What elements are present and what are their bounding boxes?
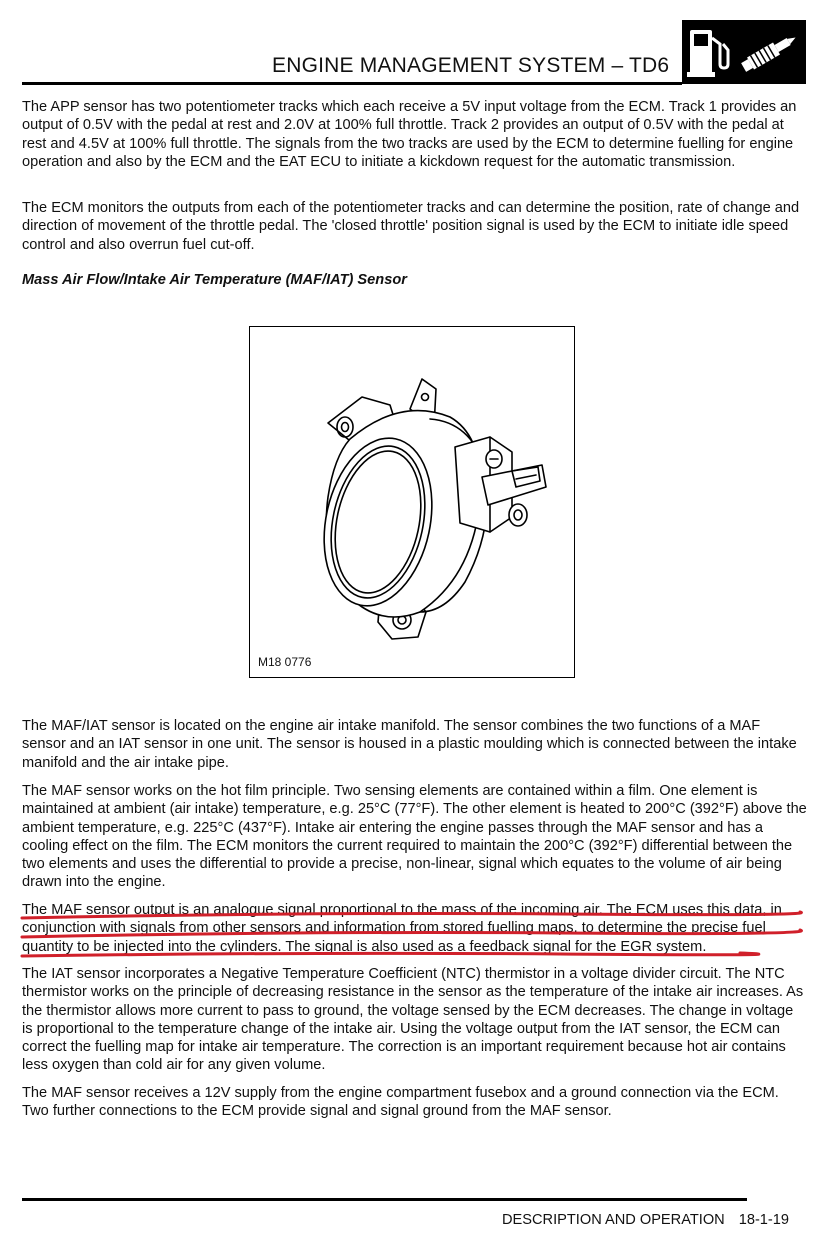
- page-title: ENGINE MANAGEMENT SYSTEM – TD6: [272, 54, 670, 77]
- footer-section: DESCRIPTION AND OPERATION: [502, 1212, 725, 1228]
- fuel-pump-and-injector-icon: [682, 20, 806, 84]
- paragraph-hot-film-principle: The MAF sensor works on the hot film principle. Two sensing elements are contained within a film. One element is maintained at ambient (air intake) temperature, e.g. 25°C (77°F). The other element is heated to 200°C (392°F) above the ambient temperature, e.g. 225°C (437°F). Intake air entering the engine passes through the MAF sensor and has a cooling effect on the film. The ECM monitors the current required to maintain the 200°C (392°F) differential between the two elements and uses the differential to provide a precise, non-linear, signal which equates to the volume of air being drawn into the engine.: [22, 783, 807, 891]
- maf-sensor-illustration: [250, 327, 576, 679]
- paragraph-ecm-monitoring: The ECM monitors the outputs from each of the potentiometer tracks and can determine the position, rate of change and direction of movement of the throttle pedal. The 'closed throttle' position signal is used by the ECM to initiate idle speed control and also overrun fuel cut-off.: [22, 200, 800, 253]
- footer: [502, 1212, 789, 1228]
- paragraph-app-sensor-tracks: The APP sensor has two potentiometer tracks which each receive a 5V input voltage from the ECM. Track 1 provides an output of 0.5V with the pedal at rest and 2.0V at 100% full throttle. Track 2 provides an output of 0.5V with the pedal at rest and 4.5V at 100% full throttle. The signals from the two tracks are used by the ECM to determine fuelling for engine operation and also by the ECM and the EAT ECU to initiate a kickdown request for the automatic transmission.: [22, 99, 797, 170]
- footer-rule: [22, 1198, 747, 1201]
- section-heading: Mass Air Flow/Intake Air Temperature (MAF/IAT) Sensor: [22, 272, 407, 288]
- maf-sensor-figure: [249, 326, 575, 678]
- header-rule: [22, 82, 682, 85]
- paragraph-maf-supply: The MAF sensor receives a 12V supply from the engine compartment fusebox and a ground connection via the ECM. Two further connections to the ECM provide signal and signal ground from the MAF sensor.: [22, 1085, 779, 1120]
- page-number: 18-1-19: [738, 1212, 790, 1228]
- paragraph-maf-location: The MAF/IAT sensor is located on the engine air intake manifold. The sensor combines the two functions of a MAF sensor and an IAT sensor in one unit. The sensor is housed in a plastic moulding which is connected between the intake manifold and the air intake pipe.: [22, 718, 797, 771]
- paragraph-iat-sensor: The IAT sensor incorporates a Negative Temperature Coefficient (NTC) thermistor in a voltage divider circuit. The NTC thermistor works on the principle of decreasing resistance in the sensor as the temperature of the intake air increases. As the thermistor allows more current to pass to ground, the voltage sensed by the ECM decreases. The change in voltage is proportional to the temperature change of the intake air. Using the voltage output from the IAT sensor, the ECM can correct the fuelling map for intake air temperature. The correction is an important requirement because hot air contains less oxygen than cold air for any given volume.: [22, 966, 804, 1074]
- figure-label: M18 0776: [258, 655, 312, 669]
- paragraph-maf-output-highlighted: The MAF sensor output is an analogue signal proportional to the mass of the incoming air. The ECM uses this data, in conjunction with signals from other sensors and information from stored fuelling maps, to determine the precise fuel quantity to be injected into the cylinders. The signal is also used as a feedback signal for the EGR system.: [22, 902, 782, 955]
